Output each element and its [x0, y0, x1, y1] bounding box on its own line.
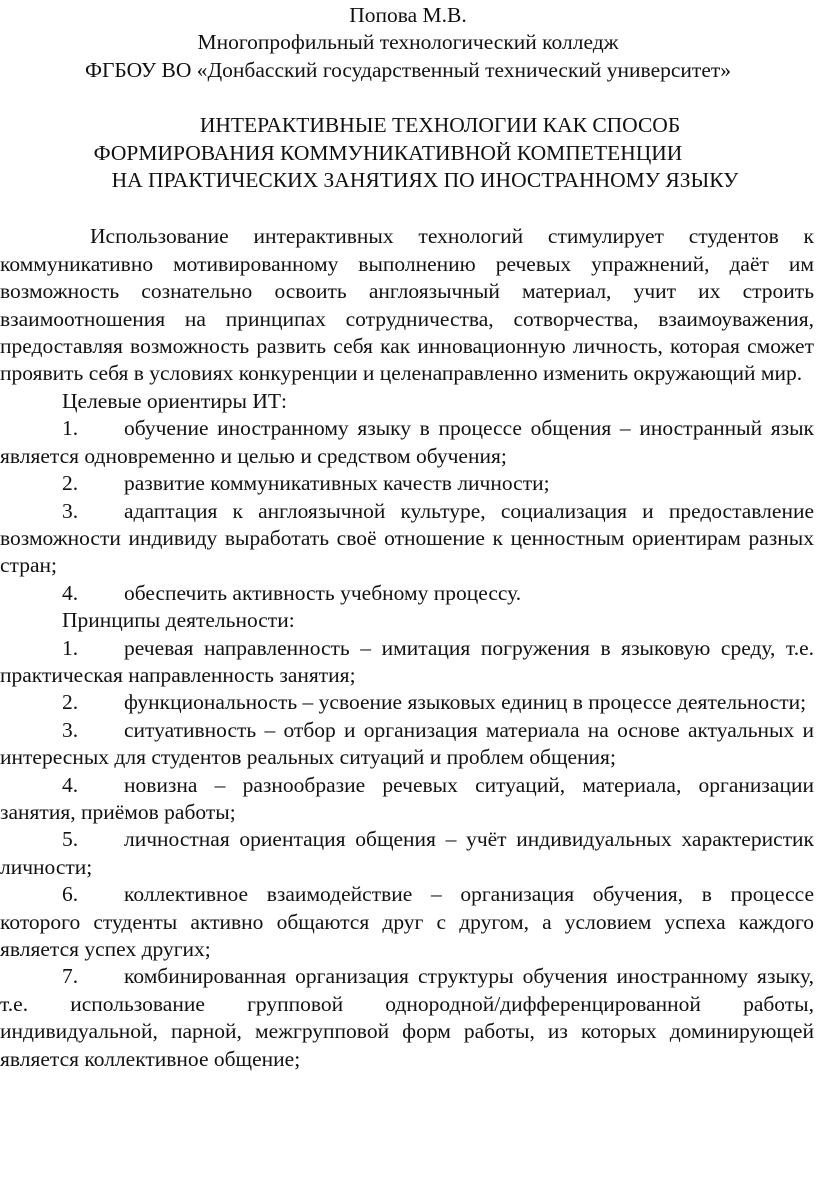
item-text: личностная ориентация общения – учёт индивидуальных характеристик личности;: [0, 827, 814, 879]
article-title: [0, 112, 816, 194]
item-text: ситуативность – отбор и организация материала на основе актуальных и интересных для студентов реальных ситуаций и проблем общения;: [0, 717, 814, 770]
goals-label: Целевые ориентиры ИТ:: [62, 388, 288, 413]
item-number: 4.: [62, 772, 79, 797]
list-item: [0, 635, 814, 690]
list-item: [0, 772, 814, 827]
principles-list: [0, 635, 814, 1074]
college-name: Многопрофильный технологический колледж: [197, 30, 619, 55]
list-item: [0, 470, 814, 497]
item-text: коллективное взаимодействие – организация обучения, в процессе которого студенты активно общаются друг с другом, а условием успеха каждого является успех других;: [0, 882, 814, 961]
list-item: [0, 415, 814, 470]
item-text: обеспечить активность учебному процессу.: [124, 580, 522, 605]
item-number: 7.: [62, 964, 79, 989]
author-name: Попова М.В.: [349, 3, 467, 27]
article-body: [0, 223, 816, 1073]
item-text: адаптация к англоязычной культуре, социализация и предоставление возможности индивиду выработать своё отношение к ценностным ориентирам разных стран;: [0, 498, 814, 578]
university-name: ФГБОУ ВО «Донбасский государственный технический университет»: [84, 57, 732, 82]
goals-list: [0, 415, 814, 607]
item-text: обучение иностранному языку в процессе общения – иностранный язык является одновременно и целью и средством обучения;: [0, 416, 814, 468]
intro-paragraph: Использование интерактивных технологий стимулирует студентов к коммуникативно мотивированному выполнению речевых упражнений, даёт им возможность сознательно освоить англоязычный материал, учит их строить взаимоотношения на принципах сотрудничества, сотворчества, взаимоуважения, предоставляя возможность развить себя как инновационную личность, которая сможет проявить себя в условиях конкуренции и целенаправленно изменить окружающий мир.: [0, 224, 814, 386]
list-item: [0, 689, 814, 716]
title-line: ФОРМИРОВАНИЯ КОММУНИКАТИВНОЙ КОМПЕТЕНЦИИ: [93, 140, 683, 165]
item-text: развитие коммуникативных качеств личности;: [124, 471, 550, 496]
item-number: 2.: [62, 471, 79, 496]
item-text: новизна – разнообразие речевых ситуаций, материала, организации занятия, приёмов работы;: [0, 772, 814, 824]
list-item: [0, 717, 814, 772]
item-number: 3.: [62, 717, 79, 742]
list-item: [0, 963, 814, 1073]
principles-label: Принципы деятельности:: [62, 608, 295, 633]
item-number: 5.: [62, 827, 79, 852]
list-item: [0, 881, 814, 963]
item-text: функциональность – усвоение языковых единиц в процессе деятельности;: [124, 690, 807, 715]
item-number: 6.: [62, 882, 79, 907]
list-item: [0, 498, 814, 580]
item-number: 1.: [62, 416, 79, 441]
item-text: речевая направленность – имитация погружения в языковую среду, т.е. практическая направленность занятия;: [0, 635, 814, 687]
title-line: ИНТЕРАКТИВНЫЕ ТЕХНОЛОГИИ КАК СПОСОБ: [199, 113, 681, 138]
item-number: 4.: [62, 580, 79, 605]
title-line: НА ПРАКТИЧЕСКИХ ЗАНЯТИЯХ ПО ИНОСТРАННОМУ ЯЗЫКУ: [111, 168, 739, 193]
item-number: 3.: [62, 498, 79, 523]
item-number: 1.: [62, 635, 79, 660]
item-number: 2.: [62, 690, 79, 715]
list-item: [0, 580, 814, 607]
item-text: комбинированная организация структуры обучения иностранному языку, т.е. использование групповой однородной/дифференцированной работы, индивидуальной, парной, межгрупповой форм работы, из которых доминирующей является коллективное общение;: [0, 964, 814, 1071]
list-item: [0, 826, 814, 881]
